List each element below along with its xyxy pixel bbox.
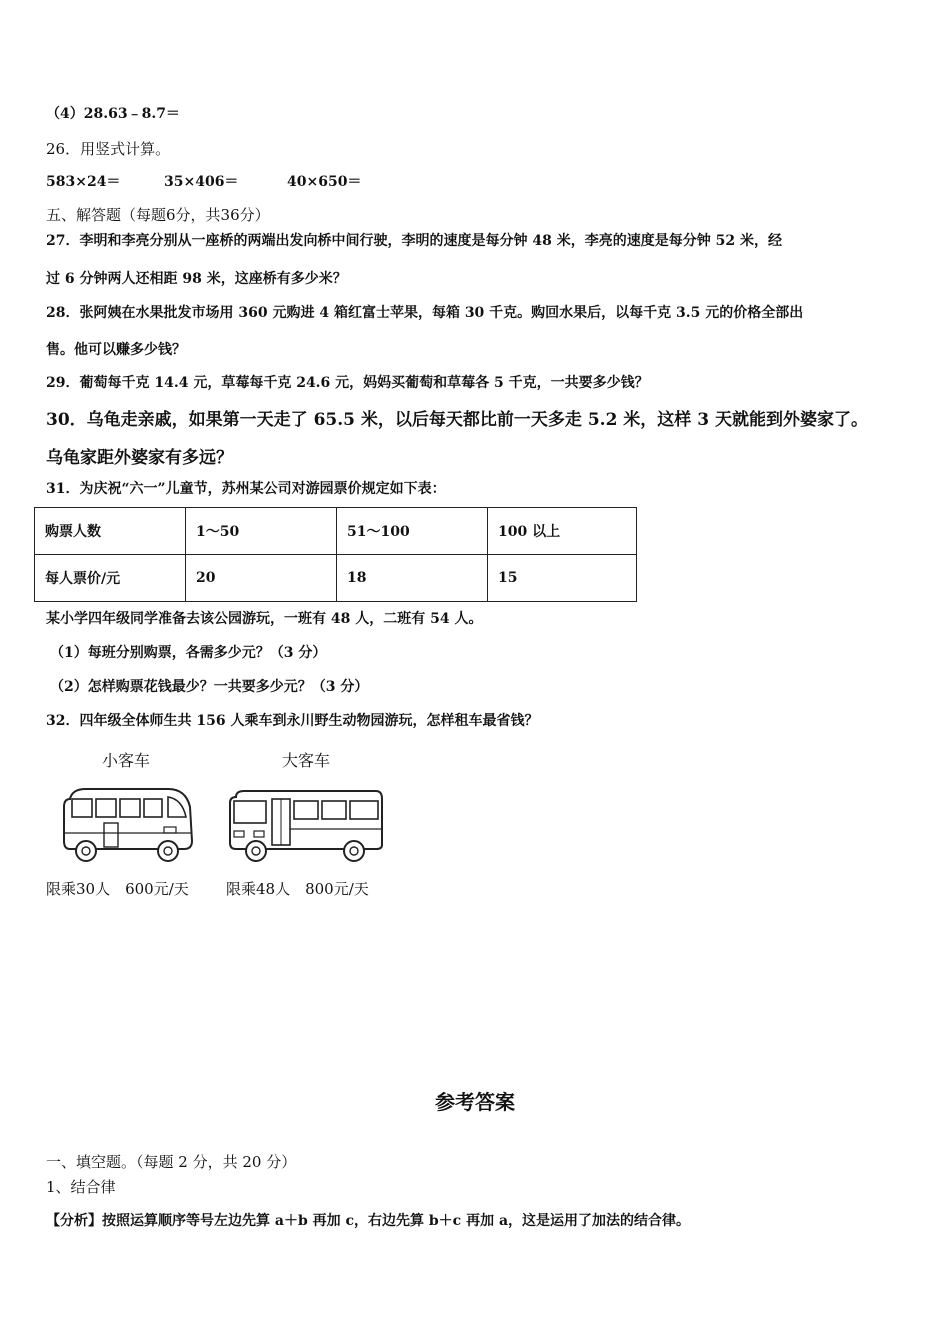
large-bus-icon [226,777,386,867]
q30-line2: 乌龟家距外婆家有多远？ [46,448,233,468]
large-bus-caption: 限乘48人 800元/天 [226,880,369,898]
table-row [35,508,637,555]
section-5-heading: 五、解答题（每题6分，共36分） [46,206,270,224]
answer-item1: 1、结合律 [46,1178,116,1196]
q28-line2: 售。他可以赚多少钱？ [46,342,186,358]
large-bus-label: 大客车 [281,751,330,770]
table-row [35,555,637,602]
ticket-price-table [34,507,637,602]
table-cell: 1～50 [186,508,337,555]
small-bus-figure [46,748,206,898]
table-cell: 15 [488,555,637,602]
table-cell: 51～100 [337,508,488,555]
q26-title: 26．用竖式计算。 [46,140,171,158]
q27-line1: 27．李明和李亮分别从一座桥的两端出发向桥中间行驶，李明的速度是每分钟 48 米，李亮的速度是每分钟 52 米，经 [46,233,782,249]
small-bus-caption: 限乘30人 600元/天 [46,880,189,898]
small-bus-icon [56,777,196,867]
answer-analysis: 【分析】按照运算顺序等号左边先算 a＋b 再加 c，右边先算 b＋c 再加 a，这是运用了加法的结合律。 [46,1213,691,1229]
q31-title: 31．为庆祝“六一”儿童节，苏州某公司对游园票价规定如下表： [46,481,446,497]
q31-sub1: （1）每班分别购票，各需多少元？（3 分） [50,645,327,661]
q31-text: 某小学四年级同学准备去该公园游玩，一班有 48 人，二班有 54 人。 [46,611,483,627]
table-cell: 每人票价/元 [35,555,186,602]
q25-part4: （4）28.63﹣8.7＝ [46,106,180,122]
q31-sub2: （2）怎样购票花钱最少？一共要多少元？（3 分） [50,679,369,695]
q32-title: 32．四年级全体师生共 156 人乘车到永川野生动物园游玩，怎样租车最省钱？ [46,713,539,729]
q30-line1: 30．乌龟走亲戚，如果第一天走了 65.5 米，以后每天都比前一天多走 5.2 米，这样 3 天就能到外婆家了。 [46,410,868,430]
q28-line1: 28．张阿姨在水果批发市场用 360 元购进 4 箱红富士苹果，每箱 30 千克。购回水果后，以每千克 3.5 元的价格全部出 [46,305,804,321]
table-cell: 100 以上 [488,508,637,555]
calc-item: 35×406＝ [164,174,239,190]
q26-calc-row [46,171,361,191]
large-bus-figure [226,748,386,898]
q27-line2: 过 6 分钟两人还相距 98 米，这座桥有多少米？ [46,271,347,287]
answer-section1: 一、填空题。（每题 2 分，共 20 分） [46,1153,297,1171]
calc-item: 40×650＝ [287,174,362,190]
table-cell: 购票人数 [35,508,186,555]
table-cell: 20 [186,555,337,602]
answer-title: 参考答案 [435,1090,515,1114]
calc-item: 583×24＝ [46,174,121,190]
table-cell: 18 [337,555,488,602]
small-bus-label: 小客车 [101,751,150,770]
q29-text: 29．葡萄每千克 14.4 元，草莓每千克 24.6 元，妈妈买葡萄和草莓各 5 千克，一共要多少钱？ [46,375,649,391]
